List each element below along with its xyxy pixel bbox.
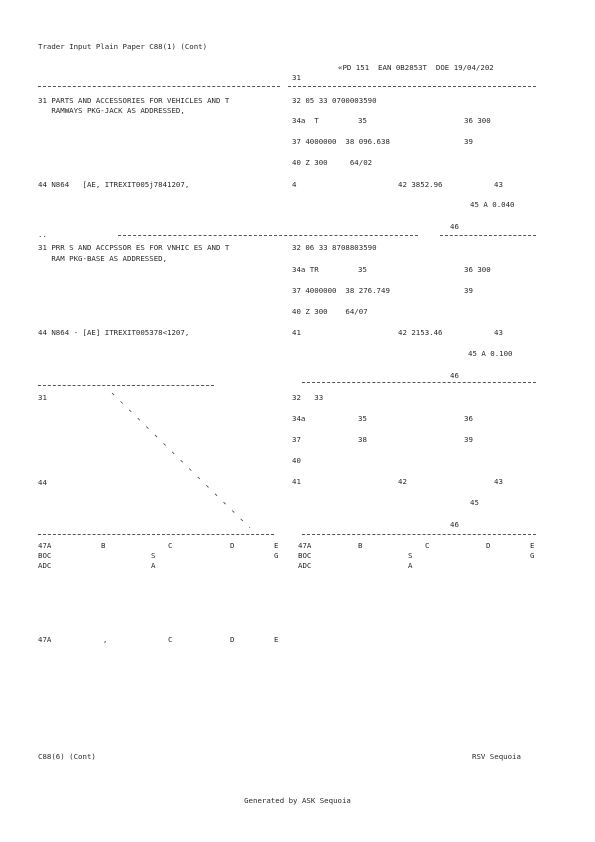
item1-box-45: 45 A 0.040 — [470, 200, 515, 209]
item3-box-44: 44 — [38, 478, 47, 487]
item3-box-36: 36 — [464, 414, 473, 423]
item3-box-45: 45 — [470, 498, 479, 507]
item1-box-34a: 34a T — [292, 116, 319, 125]
box47-left-47a: 47A — [38, 541, 52, 550]
item3-box-40: 40 — [292, 456, 301, 465]
item3-box-43: 43 — [494, 477, 503, 486]
box47-left-b: B — [101, 541, 106, 550]
box47-left-s: S — [151, 551, 156, 560]
item1-box-39: 39 — [464, 137, 473, 146]
box47-left-g: G — [274, 551, 279, 560]
footer-form-name: C88(6) (Cont) — [38, 752, 96, 761]
box47-left-boc: BOC — [38, 551, 52, 560]
box47-right-c: C — [425, 541, 430, 550]
box47-bottom-b: , — [103, 635, 108, 644]
footer-generated-by: Generated by ASK Sequoia — [244, 796, 351, 805]
document-title: Trader Input Plain Paper C88(1) (Cont) — [38, 42, 208, 51]
item2-marker: .. — [38, 230, 47, 239]
item3-box-35: 35 — [358, 414, 367, 423]
box47-left-a: A — [151, 561, 156, 570]
item3-box-38: 38 — [358, 435, 367, 444]
item2-description-line1: 31 PRR S AND ACCPSSOR ES FOR VNHIC ES AND T — [38, 243, 230, 252]
item1-description-line1: 31 PARTS AND ACCESSORIES FOR VEHICLES AND T — [38, 96, 230, 105]
divider — [38, 534, 274, 535]
item3-box-34a: 34a — [292, 414, 306, 423]
box47-bottom-47a: 47A — [38, 635, 52, 644]
box47-bottom-c: C — [168, 635, 173, 644]
item1-box-43: 43 — [494, 180, 503, 189]
item2-commodity-code: 32 06 33 8708803590 — [292, 243, 377, 252]
box47-right-b: B — [358, 541, 363, 550]
item1-box-46: 46 — [450, 222, 459, 231]
item2-box-41: 41 — [292, 328, 301, 337]
item3-box-42: 42 — [398, 477, 407, 486]
item3-box-37: 37 — [292, 435, 301, 444]
box47-bottom-d: D — [230, 635, 235, 644]
box47-right-d: D — [486, 541, 491, 550]
box47-left-d: D — [230, 541, 235, 550]
item2-box-44: 44 N864 - [AE] ITREXIT005378<1207, — [38, 328, 190, 337]
item2-description-line2: RAM PKG-BASE AS ADDRESSED, — [38, 254, 168, 263]
item3-box-32-33: 32 33 — [292, 393, 324, 402]
item1-box-41: 4 — [292, 180, 297, 189]
item1-commodity-code: 32 05 33 0700003590 — [292, 96, 377, 105]
item1-description-line2: RAMWAYS PKG-JACK AS ADDRESSED, — [38, 106, 185, 115]
box47-right-47a: 47A — [298, 541, 312, 550]
item3-box-41: 41 — [292, 477, 301, 486]
document-reference: «PD 151 EAN 0B2853T DOE 19/04/202 — [338, 63, 494, 72]
divider — [302, 534, 536, 535]
box47-left-e: E — [274, 541, 279, 550]
box47-right-adc: ADC — [298, 561, 312, 570]
item2-box-42: 42 2153.46 — [398, 328, 443, 337]
item1-box-44: 44 N864 [AE, ITREXIT005j7841207, — [38, 180, 190, 189]
item1-box-40: 40 Z 300 64/02 — [292, 158, 373, 167]
item3-box-31: 31 — [38, 393, 47, 402]
box47-right-s: S — [408, 551, 413, 560]
item2-box-35: 35 — [358, 265, 367, 274]
item2-box-45: 45 A 0.100 — [468, 349, 513, 358]
item2-box-46: 46 — [450, 371, 459, 380]
box47-right-e: E — [530, 541, 535, 550]
box47-right-boc: BOC — [298, 551, 312, 560]
box47-bottom-e: E — [274, 635, 279, 644]
box-31-label: 31 — [292, 73, 301, 82]
item3-box-39: 39 — [464, 435, 473, 444]
item2-box-37-38: 37 4000000 38 276.749 — [292, 286, 390, 295]
item1-box-36: 36 300 — [464, 116, 491, 125]
item3-box-46: 46 — [450, 520, 459, 529]
box47-right-a: A — [408, 561, 413, 570]
item2-box-36: 36 300 — [464, 265, 491, 274]
item2-box-40: 40 Z 300 64/07 — [292, 307, 368, 316]
item2-box-39: 39 — [464, 286, 473, 295]
footer-software-name: RSV Sequoia — [472, 752, 521, 761]
item2-box-43: 43 — [494, 328, 503, 337]
box47-left-adc: ADC — [38, 561, 52, 570]
item1-box-35: 35 — [358, 116, 367, 125]
item2-box-34a: 34a TR — [292, 265, 319, 274]
item1-box-42: 42 3852.96 — [398, 180, 443, 189]
item1-box-37-38: 37 4000000 38 096.638 — [292, 137, 390, 146]
box47-left-c: C — [168, 541, 173, 550]
box47-right-g: G — [530, 551, 535, 560]
